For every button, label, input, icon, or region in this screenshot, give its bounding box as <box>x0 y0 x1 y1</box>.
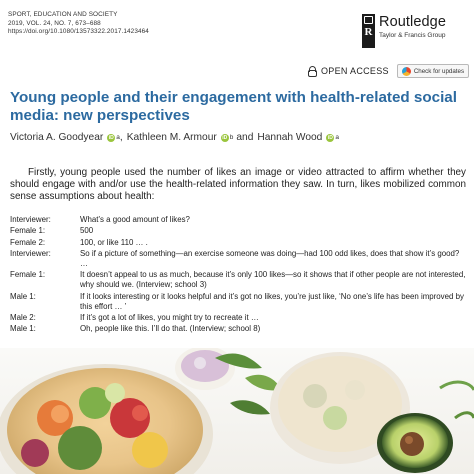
author-affiliation: a <box>116 134 120 141</box>
utterance: So if a picture of something—an exercise someone was doing—had 100 odd likes, does that show it’s good? … <box>80 248 460 268</box>
interview-turn <box>10 313 466 323</box>
speaker-label: Female 1: <box>10 270 46 280</box>
speaker-label: Male 2: <box>10 312 36 322</box>
open-lock-icon <box>308 66 317 77</box>
herb-sprig <box>440 382 474 418</box>
orcid-icon[interactable]: iD <box>327 134 333 141</box>
interview-turn <box>10 238 466 248</box>
speaker-label: Female 1: <box>10 226 46 236</box>
author-name: Hannah Wood <box>257 132 323 143</box>
speaker-label: Interviewer: <box>10 215 51 224</box>
interview-turn <box>10 270 466 290</box>
interview-turn <box>10 292 466 312</box>
healthy-food-photo <box>0 348 474 474</box>
author-name: Victoria A. Goodyear <box>10 132 104 143</box>
author-list <box>10 132 342 143</box>
body-paragraph: Firstly, young people used the number of likes an image or video attracted to affirm whether they should engage with and/or use the health-related information they saw. In turn, likes mobilized common sense assumptions about health: <box>10 167 466 203</box>
utterance: 100, or like 110 … . <box>80 237 148 247</box>
speaker-label: Female 2: <box>10 237 46 247</box>
utterance: What’s a good amount of likes? <box>80 215 190 224</box>
interview-turn <box>10 226 466 236</box>
journal-meta <box>8 11 149 37</box>
crossmark-icon <box>402 67 411 76</box>
orcid-icon[interactable]: iD <box>108 134 114 141</box>
author-affiliation: a <box>335 134 339 141</box>
access-row <box>308 64 469 78</box>
author-separator: , <box>119 132 123 143</box>
orcid-icon[interactable]: iD <box>222 134 228 141</box>
utterance: If it’s got a lot of likes, you might try to recreate it … <box>80 312 259 322</box>
publisher-name: Routledge <box>379 14 447 30</box>
journal-name: SPORT, EDUCATION AND SOCIETY <box>8 11 118 18</box>
open-access-label: OPEN ACCESS <box>321 66 389 76</box>
journal-citation: 2019, VOL. 24, NO. 7, 673–688 <box>8 19 101 27</box>
routledge-logo-icon <box>362 14 375 48</box>
utterance: It doesn’t appeal to us as much, because it’s only 100 likes—so it shows that if other people are not interested, why should we. (Interview; school 3) <box>80 270 466 290</box>
author-separator: and <box>236 132 254 143</box>
interview-transcript <box>10 215 466 336</box>
speaker-label: Male 1: <box>10 324 36 334</box>
interview-turn <box>10 249 466 269</box>
avocado-half <box>377 413 453 473</box>
food-illustration <box>0 348 474 474</box>
utterance: Oh, people like this. I’ll do that. (Interview; school 8) <box>80 324 261 334</box>
author-affiliation: b <box>229 134 234 141</box>
author-name: Kathleen M. Armour <box>126 132 217 143</box>
article-title: Young people and their engagement with health-related social media: new perspectives <box>10 89 457 124</box>
interview-turn <box>10 324 466 334</box>
interview-turn <box>10 215 466 225</box>
journal-doi-link[interactable]: https://doi.org/10.1080/13573322.2017.1423464 <box>8 28 149 36</box>
publisher-logo-letter: R <box>364 26 373 38</box>
publisher-subtitle: Taylor & Francis Group <box>379 32 446 39</box>
utterance: If it looks interesting or it looks helpful and it’s got no likes, you’re just like, ‘No one’s life has been improved by this effort … ’ <box>80 291 464 311</box>
utterance: 500 <box>80 226 94 236</box>
check-for-updates-label: Check for updates <box>413 67 465 75</box>
publisher-brand <box>362 14 446 48</box>
speaker-label: Interviewer: <box>10 248 51 258</box>
speaker-label: Male 1: <box>10 291 36 301</box>
check-for-updates-button[interactable] <box>397 64 469 78</box>
